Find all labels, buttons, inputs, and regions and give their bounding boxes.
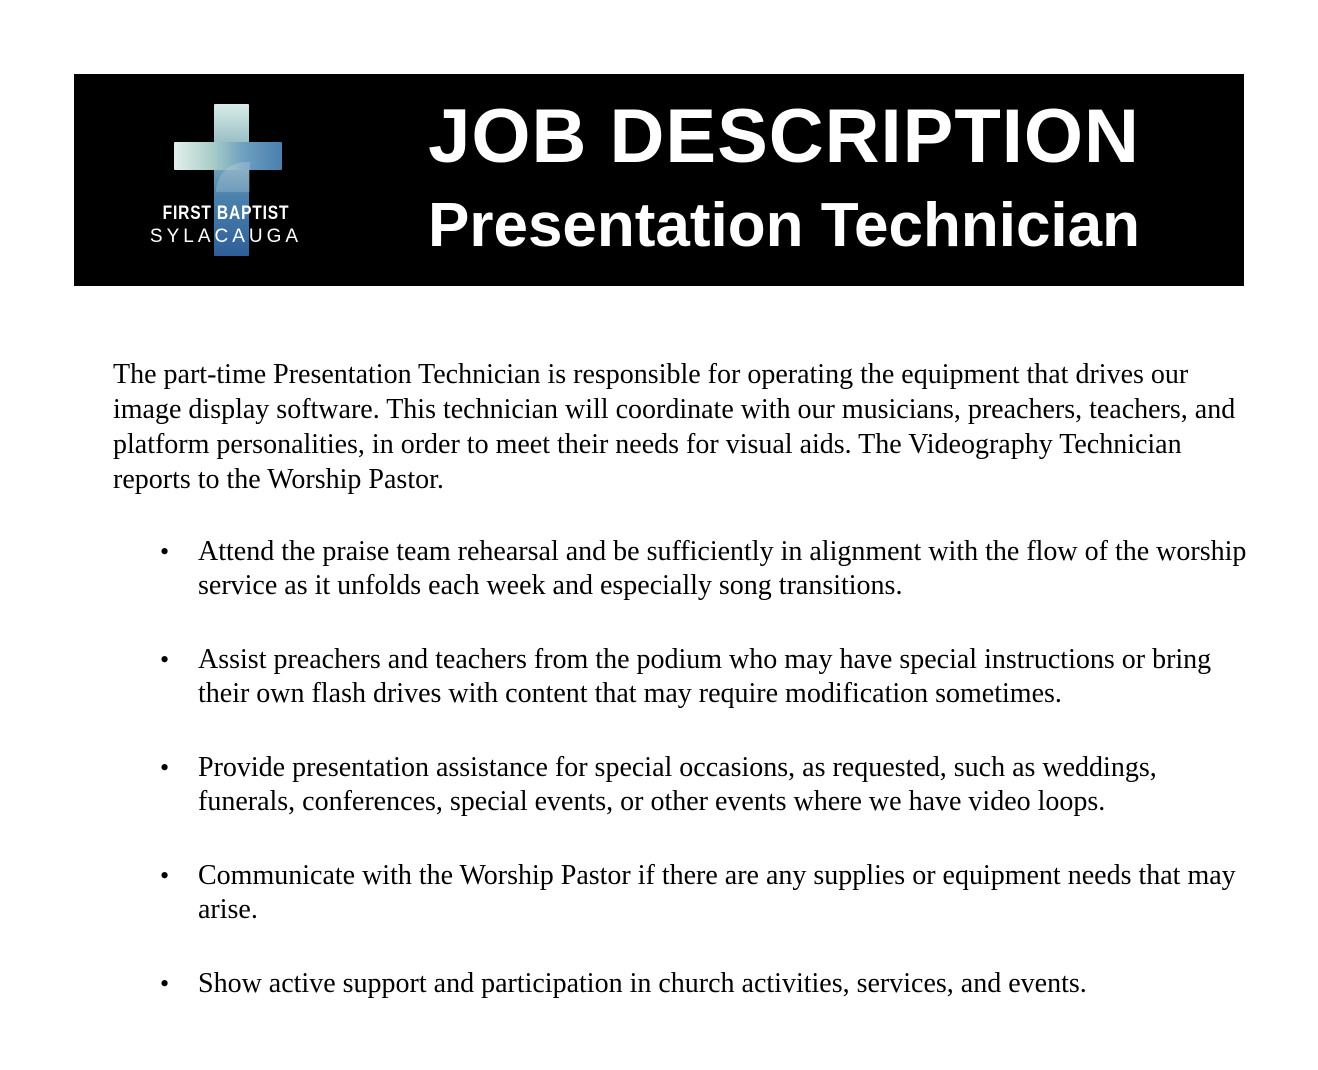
logo-text-line2: SYLACAUGA	[149, 226, 303, 247]
list-item	[0, 535, 1258, 603]
list-item	[0, 859, 1258, 927]
logo-text-line1: FIRST BAPTIST	[162, 203, 290, 224]
duties-list	[0, 535, 1318, 1041]
list-item	[0, 643, 1258, 711]
document-title: JOB DESCRIPTION	[428, 94, 1140, 179]
bullet-icon: •	[160, 537, 170, 566]
duty-text: Communicate with the Worship Pastor if there are any supplies or equipment needs that may arise.	[198, 860, 1236, 925]
list-item	[0, 967, 1258, 1001]
duty-text: Provide presentation assistance for special occasions, as requested, such as weddings, funerals, conferences, special events, or other events where we have video loops.	[198, 752, 1157, 817]
intro-paragraph: The part-time Presentation Technician is responsible for operating the equipment that drives our image display software. This technician will coordinate with our musicians, preachers, teachers, and platform personalities, in order to meet their needs for visual aids. The Videography Technician reports to the Worship Pastor.	[113, 359, 1236, 495]
bullet-icon: •	[160, 861, 170, 890]
bullet-icon: •	[160, 645, 170, 674]
bullet-icon: •	[160, 969, 170, 998]
cross-crossbar	[174, 142, 282, 170]
bullet-icon: •	[160, 753, 170, 782]
duty-text: Show active support and participation in church activities, services, and events.	[198, 968, 1087, 999]
list-item	[0, 751, 1258, 819]
duty-text: Attend the praise team rehearsal and be sufficiently in alignment with the flow of the worship service as it unfolds each week and especially song transitions.	[198, 536, 1247, 601]
header-banner	[74, 74, 1244, 286]
job-title: Presentation Technician	[427, 191, 1141, 260]
duty-text: Assist preachers and teachers from the podium who may have special instructions or bring their own flash drives with content that may require modification sometimes.	[198, 644, 1212, 709]
church-logo	[146, 102, 306, 262]
